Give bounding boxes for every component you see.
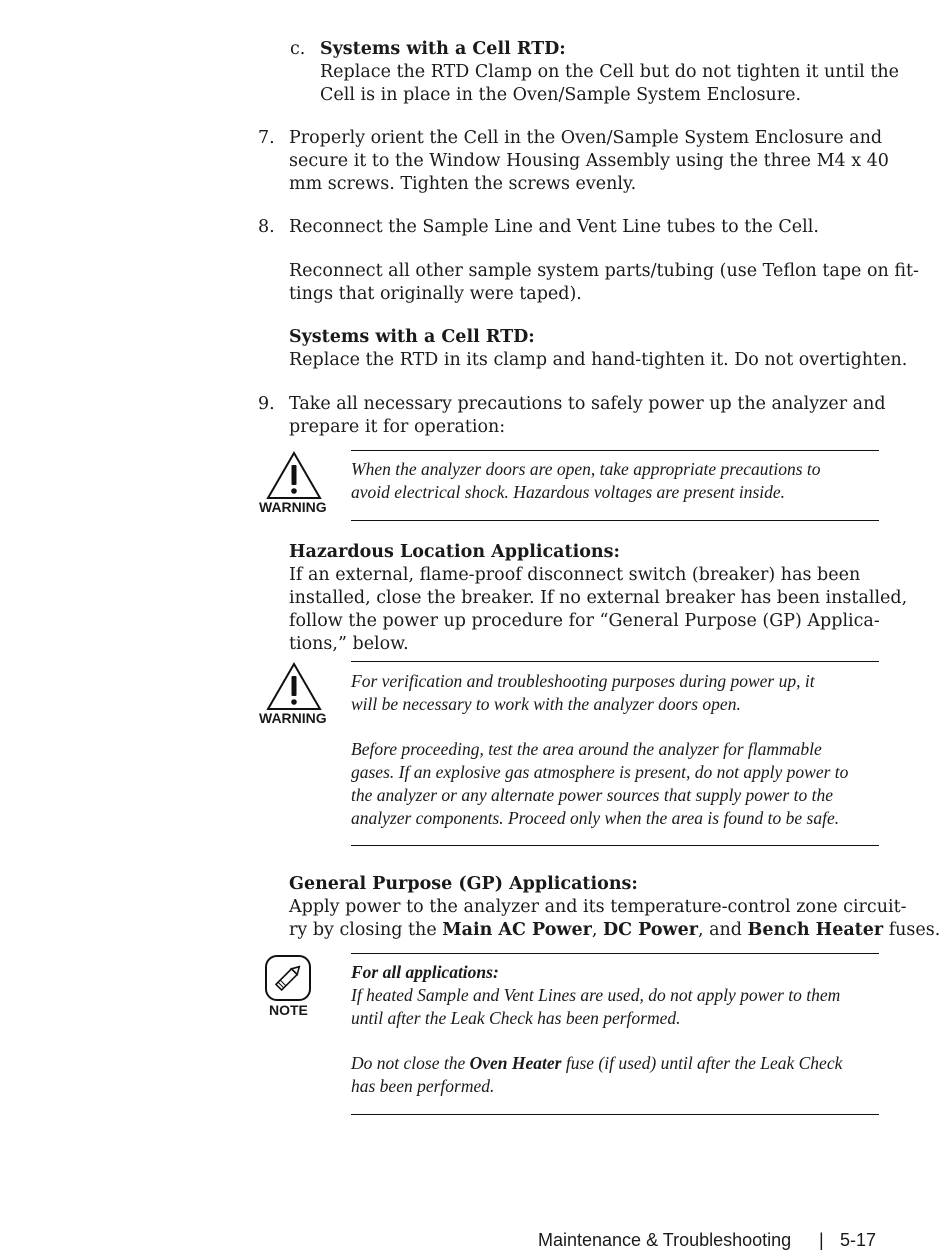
footer-separator: | bbox=[819, 1230, 824, 1250]
note-heading: For all applications: bbox=[351, 962, 499, 982]
warning2-label: WARNING bbox=[259, 710, 327, 726]
general-heading: General Purpose (GP) Applications: bbox=[289, 874, 638, 894]
step-c-marker: c. bbox=[290, 39, 306, 59]
step-8-rtd-heading: Systems with a Cell RTD: bbox=[289, 327, 535, 347]
warning2-para1-line-1: For verification and troubleshooting purposes during power up, it bbox=[351, 671, 815, 691]
note-para2-text-c: fuse (if used) until after the Leak Check bbox=[561, 1053, 843, 1073]
step-8-para2-line-2: tings that originally were taped). bbox=[289, 284, 582, 304]
warning1-line-2: avoid electrical shock. Hazardous voltages are present inside. bbox=[351, 482, 786, 502]
step-8-line: Reconnect the Sample Line and Vent Line tubes to the Cell. bbox=[289, 217, 819, 237]
step-7-line-2: secure it to the Window Housing Assembly using the three M4 x 40 bbox=[289, 151, 889, 171]
warning2-para2-line-1: Before proceeding, test the area around the analyzer for flammable bbox=[351, 739, 822, 759]
step-8-rtd-line: Replace the RTD in its clamp and hand-tighten it. Do not overtighten. bbox=[289, 350, 908, 370]
warning-triangle-icon bbox=[265, 451, 323, 501]
general-line-2-text-g: fuses. bbox=[883, 920, 941, 940]
step-8-marker: 8. bbox=[258, 217, 275, 237]
general-line-2 bbox=[289, 919, 940, 942]
warning1-line-1: When the analyzer doors are open, take appropriate precautions to bbox=[351, 459, 821, 479]
step-8-para2-line-1: Reconnect all other sample system parts/tubing (use Teflon tape on fit- bbox=[289, 261, 919, 281]
note-para2-line-1 bbox=[351, 1052, 842, 1075]
warning2-para1-line-2: will be necessary to work with the analyzer doors open. bbox=[351, 694, 741, 714]
step-9-line-2: prepare it for operation: bbox=[289, 417, 506, 437]
pencil-note-icon bbox=[264, 954, 312, 1002]
step-9-line-1: Take all necessary precautions to safely power up the analyzer and bbox=[289, 394, 886, 414]
warning2-bottom-rule bbox=[351, 845, 879, 846]
dc-power-fuse: DC Power bbox=[602, 920, 698, 940]
warning1-bottom-rule bbox=[351, 520, 879, 521]
note-top-rule bbox=[351, 953, 879, 954]
step-c-line-2: Cell is in place in the Oven/Sample System Enclosure. bbox=[320, 85, 802, 105]
step-c-heading: Systems with a Cell RTD: bbox=[320, 39, 566, 59]
oven-heater-fuse: Oven Heater bbox=[469, 1053, 562, 1073]
step-7-line-1: Properly orient the Cell in the Oven/Sample System Enclosure and bbox=[289, 128, 883, 148]
note-para1-line-2: until after the Leak Check has been performed. bbox=[351, 1008, 681, 1028]
note-label: NOTE bbox=[269, 1002, 308, 1018]
step-c-line-1: Replace the RTD Clamp on the Cell but do not tighten it until the bbox=[320, 62, 899, 82]
step-7-line-3: mm screws. Tighten the screws evenly. bbox=[289, 174, 637, 194]
note-para2-line-2: has been performed. bbox=[351, 1076, 495, 1096]
hazardous-line-4: tions,” below. bbox=[289, 634, 409, 654]
hazardous-line-3: follow the power up procedure for “General Purpose (GP) Applica- bbox=[289, 611, 880, 631]
general-line-2-text-e: , and bbox=[697, 920, 748, 940]
general-line-1: Apply power to the analyzer and its temperature-control zone circuit- bbox=[289, 897, 907, 917]
step-9-marker: 9. bbox=[258, 394, 275, 414]
main-ac-power-fuse: Main AC Power bbox=[442, 920, 592, 940]
warning2-top-rule bbox=[351, 661, 879, 662]
footer-section: Maintenance & Troubleshooting bbox=[538, 1230, 792, 1250]
hazardous-line-1: If an external, flame-proof disconnect switch (breaker) has been bbox=[289, 565, 861, 585]
warning2-para2-line-3: the analyzer or any alternate power sources that supply power to the bbox=[351, 785, 834, 805]
warning2-para2-line-2: gases. If an explosive gas atmosphere is present, do not apply power to bbox=[351, 762, 849, 782]
warning1-top-rule bbox=[351, 450, 879, 451]
bench-heater-fuse: Bench Heater bbox=[747, 920, 884, 940]
warning1-label: WARNING bbox=[259, 499, 327, 515]
note-bottom-rule bbox=[351, 1114, 879, 1115]
step-7-marker: 7. bbox=[258, 128, 275, 148]
general-line-2-text-a: ry by closing the bbox=[289, 920, 443, 940]
warning2-para2-line-4: analyzer components. Proceed only when the area is found to be safe. bbox=[351, 808, 840, 828]
hazardous-line-2: installed, close the breaker. If no external breaker has been installed, bbox=[289, 588, 908, 608]
footer-page-number: 5-17 bbox=[840, 1230, 877, 1250]
note-para1-line-1: If heated Sample and Vent Lines are used, do not apply power to them bbox=[351, 985, 841, 1005]
general-line-2-text-c: , bbox=[591, 920, 603, 940]
note-para2-text-a: Do not close the bbox=[351, 1053, 470, 1073]
hazardous-heading: Hazardous Location Applications: bbox=[289, 542, 620, 562]
warning-triangle-icon bbox=[265, 662, 323, 712]
